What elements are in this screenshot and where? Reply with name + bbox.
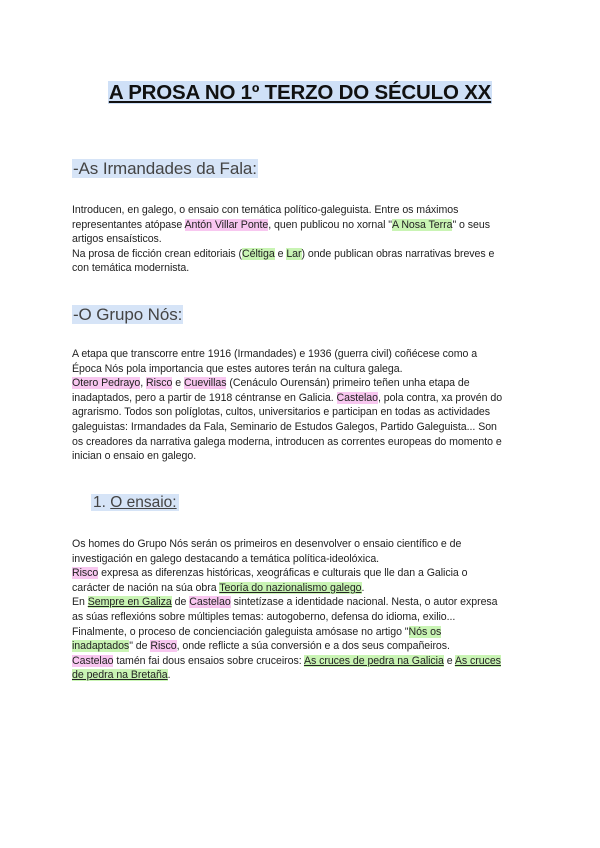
heading-number: 1. [93,494,106,511]
text-line [72,610,532,625]
text-run: , pola contra, xa provén do [377,391,503,404]
work-highlight: inadaptados [72,640,130,653]
text-line [72,362,532,377]
text-run: . [361,581,365,594]
paragraph-o-ensaio [72,537,532,683]
heading-o-ensaio-highlight [91,494,179,511]
text-run: inadaptados, pero a partir de 1918 céntranse en Galicia. [72,391,337,404]
text-run: e [274,247,287,260]
text-run: galeguistas: Irmandades da Fala, Seminario de Estudos Galegos, Partido Galeguista... Son [72,420,497,433]
text-run: agrarismo. Todos son políglotas, cultos, universitarios e participan en todas as actividades [72,406,491,419]
text-run: ) onde publican obras narrativas breves e [301,247,495,260]
author-highlight: Risco [150,640,177,653]
heading-irmandades [72,159,258,179]
text-line [72,203,532,218]
text-run: os creadores da narrativa galega moderna, introducen as correntes europeas do momento e [72,435,502,448]
heading-o-ensaio [91,494,179,512]
text-line [72,247,532,262]
author-highlight: Risco [72,567,99,580]
text-run: tamén fai dous ensaios sobre cruceiros: [113,654,304,667]
text-line [72,552,532,567]
text-run: as súas reflexións sobre múltiples temas: autogoberno, defensa do idioma, exilio... [72,610,456,623]
text-line [72,537,532,552]
text-run: con temática modernista. [72,262,190,275]
heading-o-ensaio-text: O ensaio: [110,494,177,511]
text-line [72,435,532,450]
text-line [72,449,532,464]
text-line [72,625,532,640]
text-run: En [72,596,88,609]
text-line [72,639,532,654]
text-run: , [140,377,147,390]
text-line [72,668,532,683]
text-run: e [443,654,455,667]
paragraph-grupo-nos [72,347,532,464]
text-run: sintetízase a identidade nacional. Nesta, o autor expresa [230,596,498,609]
text-run: de [171,596,190,609]
document-title [0,70,600,107]
text-run: carácter de nación na súa obra [72,581,220,594]
text-line [72,420,532,435]
text-run: A etapa que transcorre entre 1916 (Irmandades) e 1936 (guerra civil) coñécese como a [72,348,478,360]
document-title-text: A PROSA NO 1º TERZO DO SÉCULO XX [108,81,492,104]
text-line [72,595,532,610]
text-line [72,566,532,581]
author-highlight: Castelao [72,654,114,667]
work-title-highlight: de pedra na Bretaña [72,669,168,682]
work-highlight: Lar [286,247,302,260]
author-highlight: Cuevillas [183,377,227,390]
text-run: , onde reflicte a súa conversión e a dos seus compañeiros. [176,640,450,653]
text-run: expresa as diferenzas históricas, xeográficas e culturais que lle dan a Galicia o [98,567,468,580]
work-title-highlight: Sempre en Galiza [87,596,172,609]
author-highlight: Castelao [336,391,378,404]
text-run: (Cenáculo Ourensán) primeiro teñen unha etapa de [226,377,470,390]
text-line [72,232,532,247]
heading-grupo-nos-text: -O Grupo Nós: [73,305,183,324]
text-run: representantes atópase [72,218,185,231]
text-run: Finalmente, o proceso de concienciación galeguista amósase no artigo " [72,625,409,638]
work-title-highlight: As cruces de pedra na Galicia [303,654,444,667]
heading-irmandades-text: -As Irmandades da Fala: [73,159,257,178]
text-run: investigación en galego destacando a temática política-ideolóxica. [72,552,380,565]
text-run: inician o ensaio en galego. [72,450,197,463]
text-line [72,581,532,596]
text-line [72,376,532,391]
text-run: e [172,377,184,390]
heading-grupo-nos [72,305,183,325]
text-run: artigos ensaísticos. [72,233,162,246]
text-line [72,654,532,669]
author-highlight: Risco [146,377,173,390]
text-run: , quen publicou no xornal " [268,218,392,231]
text-run: Na prosa de ficción crean editoriais ( [72,247,243,260]
work-title-highlight: As cruces [454,654,501,667]
text-line [72,261,532,276]
text-run: Época Nós pola importancia que estes autores terán na cultura galega. [72,362,403,375]
paragraph-irmandades [72,203,532,276]
text-line [72,405,532,420]
work-highlight: Céltiga [242,247,275,260]
author-highlight: Castelao [189,596,231,609]
text-line [72,391,532,406]
work-highlight: A Nosa Terra [392,218,453,231]
text-run: Os homes do Grupo Nós serán os primeiros en desenvolver o ensaio científico e de [72,538,462,550]
author-highlight: Antón Villar Ponte [184,218,269,231]
text-run: Introducen, en galego, o ensaio con temática político-galeguista. Entre os máximos [72,204,459,216]
author-highlight: Otero Pedrayo [72,377,141,390]
work-title-highlight: Teoría do nazionalismo galego [219,581,362,594]
text-line [72,218,532,233]
text-run: " de [129,640,151,653]
work-highlight: Nós os [408,625,442,638]
text-line [72,347,532,362]
text-run: . [167,669,171,682]
text-run: " o seus [452,218,490,231]
